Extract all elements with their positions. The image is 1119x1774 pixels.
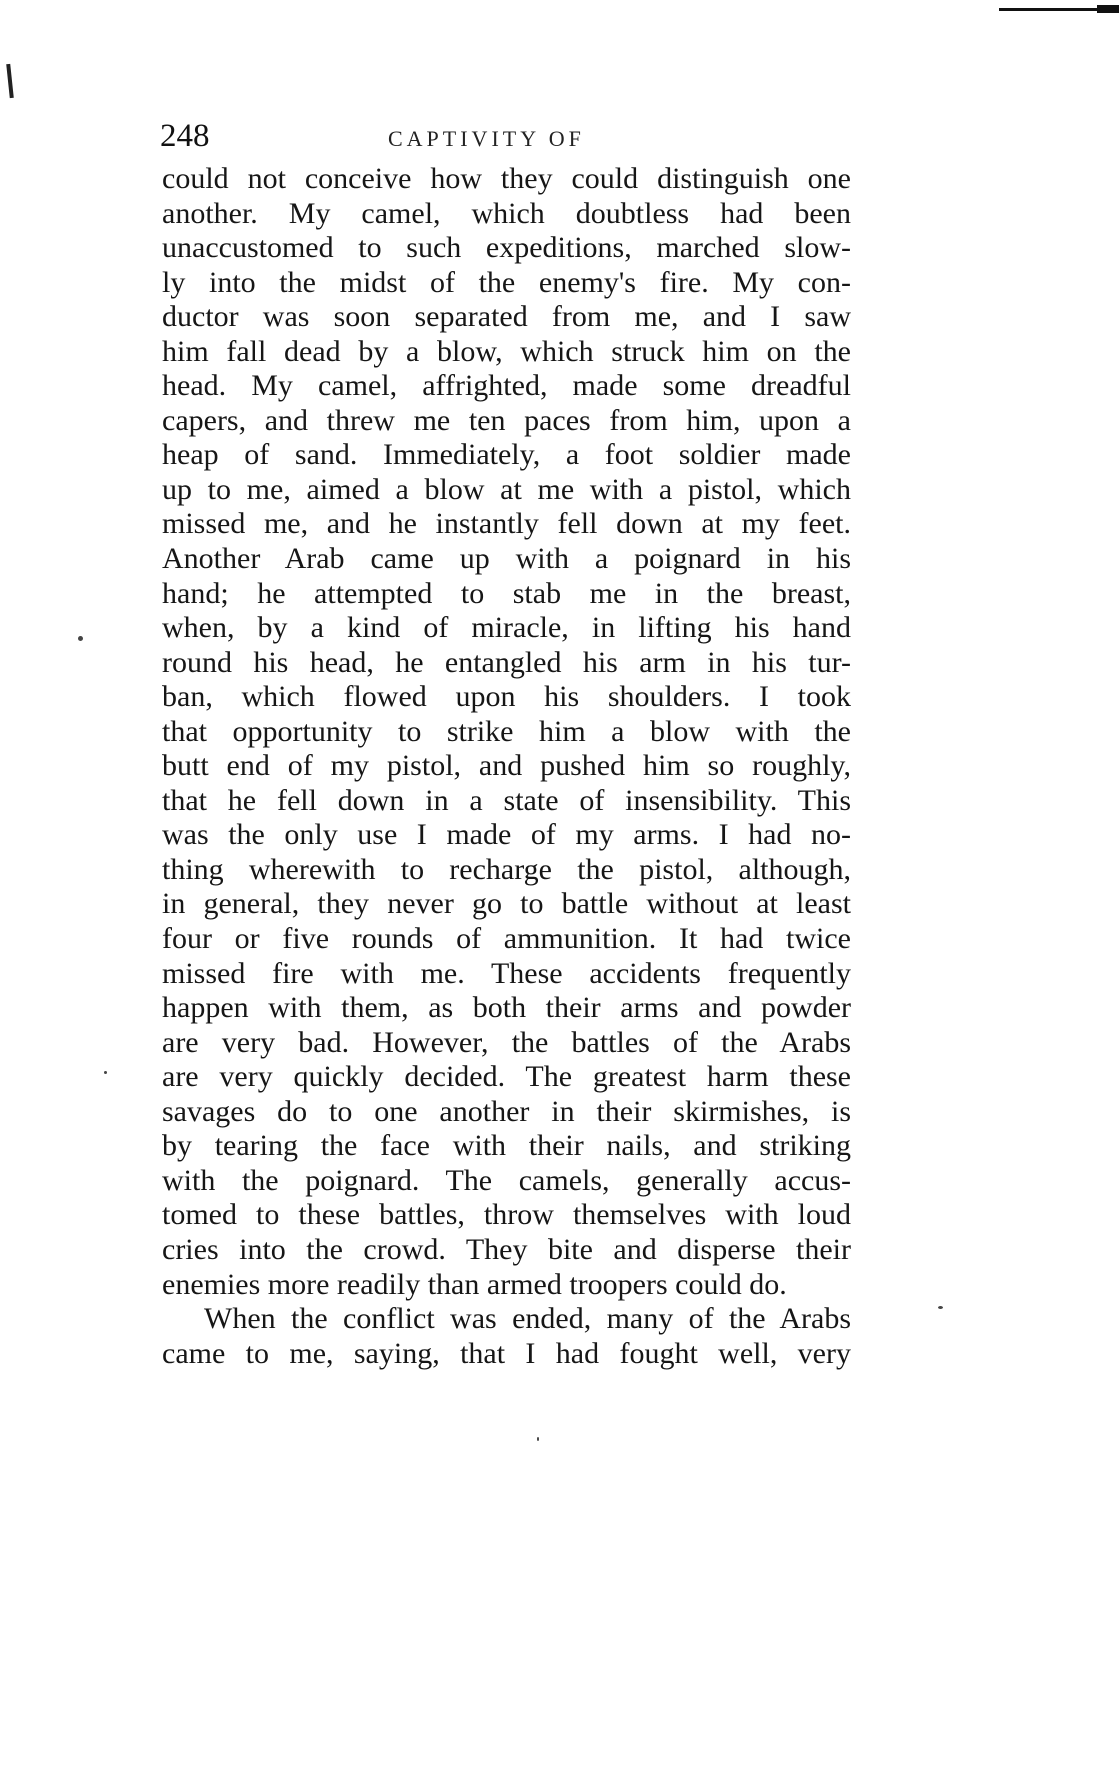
scan-margin-mark (6, 64, 14, 98)
page-number: 248 (160, 118, 210, 154)
scan-speck (938, 1306, 943, 1309)
text-line: that he fell down in a state of insensibility. This (162, 783, 851, 817)
text-line: missed fire with me. These accidents frequently (162, 956, 851, 990)
text-line: are very bad. However, the battles of the Arabs (162, 1025, 851, 1059)
text-line: butt end of my pistol, and pushed him so roughly, (162, 749, 851, 783)
text-line: that opportunity to strike him a blow with the (162, 714, 851, 748)
text-line: came to me, saying, that I had fought well, very (162, 1336, 851, 1370)
body-text (162, 162, 851, 1371)
text-line: missed me, and he instantly fell down at my feet. (162, 507, 851, 541)
text-line: four or five rounds of ammunition. It had twice (162, 922, 851, 956)
paragraph-end-line: enemies more readily than armed troopers could do. (162, 1267, 787, 1301)
text-line: up to me, aimed a blow at me with a pistol, which (162, 472, 851, 506)
text-line: happen with them, as both their arms and powder (162, 991, 851, 1025)
text-line: ban, which flowed upon his shoulders. I took (162, 680, 851, 714)
text-line: was the only use I made of my arms. I had no- (162, 818, 851, 852)
text-line: Another Arab came up with a poignard in his (162, 542, 851, 576)
text-line: round his head, he entangled his arm in his tur- (162, 645, 851, 679)
text-line: head. My camel, affrighted, made some dreadful (162, 369, 851, 403)
text-line: ly into the midst of the enemy's fire. My con- (162, 265, 851, 299)
text-line: by tearing the face with their nails, and striking (162, 1129, 851, 1163)
page-header (160, 118, 860, 158)
scan-speck (104, 1071, 107, 1074)
scan-speck (78, 636, 83, 641)
text-line: when, by a kind of miracle, in lifting his hand (162, 611, 851, 645)
text-line: capers, and threw me ten paces from him, upon a (162, 403, 851, 437)
text-line: with the poignard. The camels, generally accus- (162, 1163, 851, 1197)
text-line: thing wherewith to recharge the pistol, although, (162, 852, 851, 886)
scan-edge-mark (999, 8, 1119, 11)
text-line: him fall dead by a blow, which struck him on the (162, 334, 851, 368)
text-line: are very quickly decided. The greatest harm these (162, 1060, 851, 1094)
text-line: savages do to one another in their skirmishes, is (162, 1094, 851, 1128)
text-line: hand; he attempted to stab me in the breast, (162, 576, 851, 610)
paragraph-start-line: When the conflict was ended, many of the Arabs (204, 1302, 851, 1336)
scan-speck (537, 1437, 539, 1441)
running-head: CAPTIVITY OF (388, 126, 585, 151)
text-line: ductor was soon separated from me, and I saw (162, 300, 851, 334)
text-line: cries into the crowd. They bite and disperse their (162, 1232, 851, 1266)
text-line: tomed to these battles, throw themselves with loud (162, 1198, 851, 1232)
text-line: heap of sand. Immediately, a foot soldier made (162, 438, 851, 472)
text-line: could not conceive how they could distinguish one (162, 162, 851, 195)
text-line: unaccustomed to such expeditions, marched slow- (162, 231, 851, 265)
text-line: another. My camel, which doubtless had been (162, 196, 851, 230)
text-line: in general, they never go to battle without at least (162, 887, 851, 921)
